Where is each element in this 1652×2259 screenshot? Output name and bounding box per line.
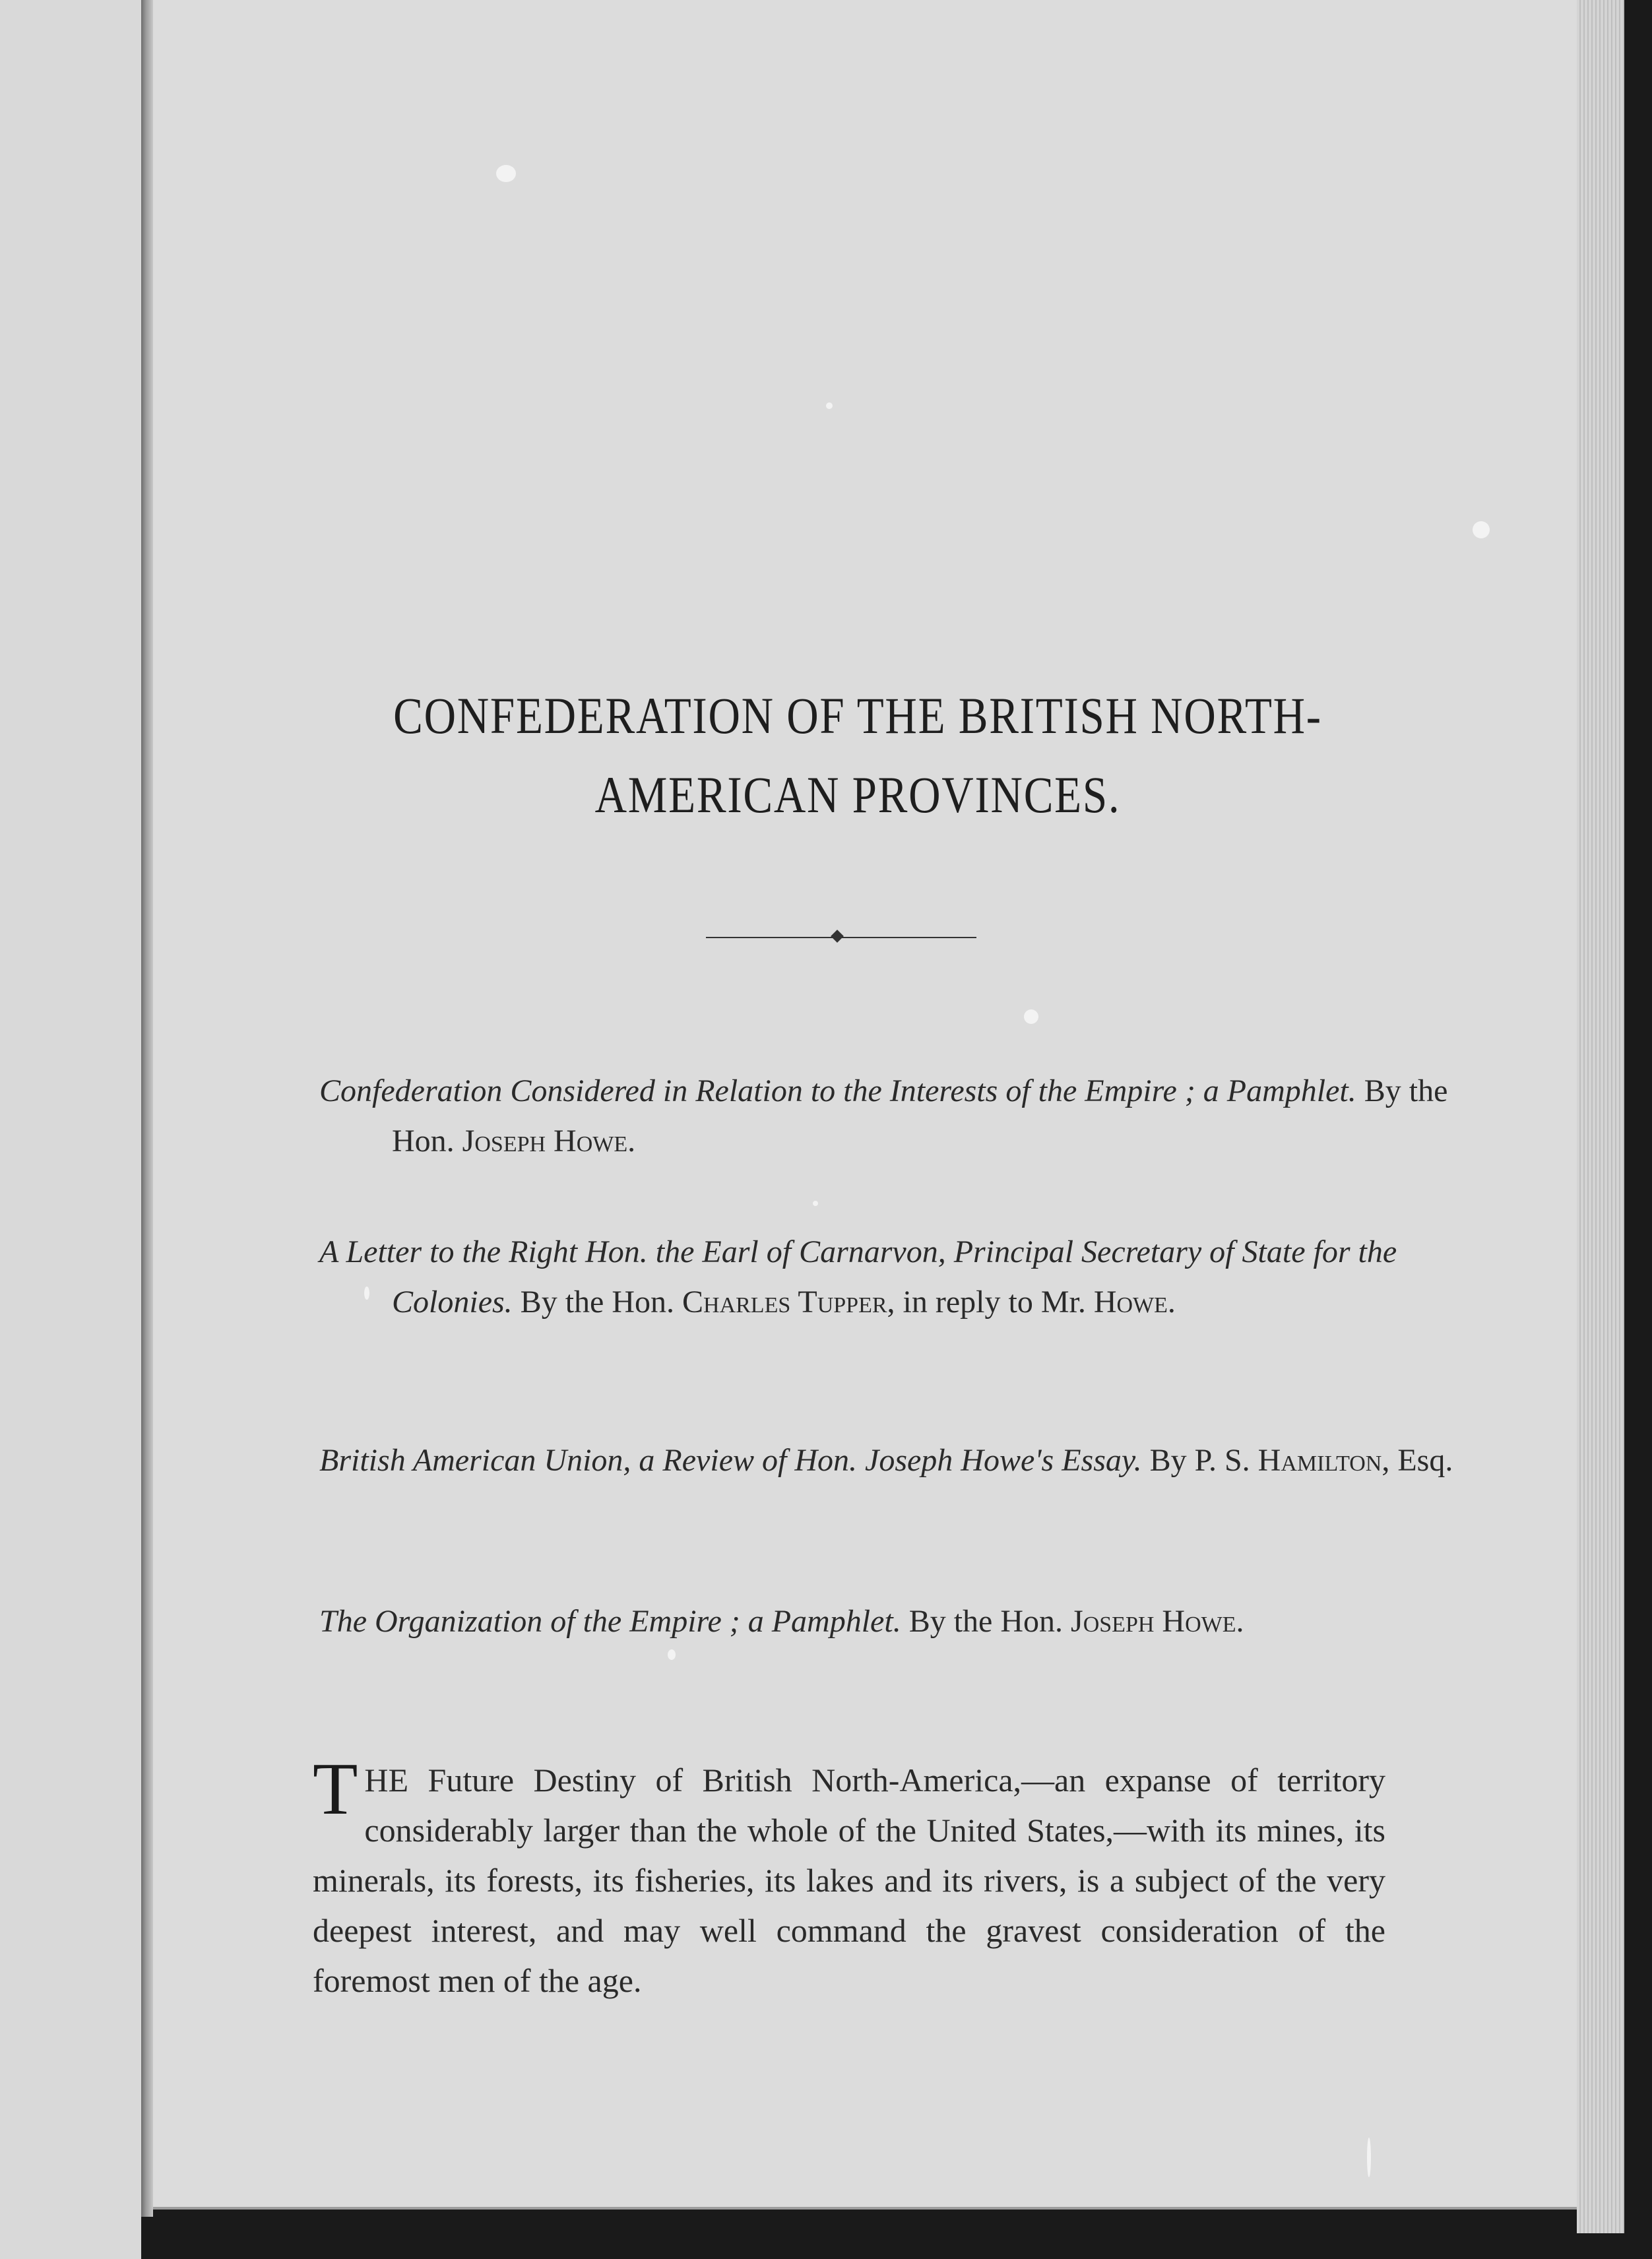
first-word-small-caps: HE bbox=[364, 1762, 409, 1798]
opening-paragraph bbox=[313, 1748, 1385, 2006]
entry-title: The Organization of the Empire ; a Pamphlet. bbox=[319, 1604, 901, 1639]
entry-author: Hamilton bbox=[1257, 1443, 1382, 1478]
reference-entry bbox=[319, 1066, 1454, 1166]
page-title-line-1: CONFEDERATION OF THE BRITISH NORTH- bbox=[393, 687, 1322, 744]
entry-byline-suffix: . bbox=[1236, 1604, 1244, 1639]
page-edges bbox=[1577, 0, 1624, 2233]
entry-author: Charles Tupper bbox=[682, 1285, 887, 1320]
reference-entry bbox=[319, 1436, 1454, 1486]
book-gutter bbox=[141, 0, 153, 2217]
entry-byline-prefix: By the Hon. bbox=[520, 1285, 674, 1320]
entry-byline-prefix: By the Hon. bbox=[908, 1604, 1064, 1639]
reference-entry bbox=[319, 1597, 1454, 1647]
entry-byline-suffix: , Esq. bbox=[1382, 1443, 1453, 1478]
page-title-line-2: AMERICAN PROVINCES. bbox=[594, 766, 1121, 823]
paper-speck bbox=[1367, 2138, 1371, 2177]
entry-byline-suffix: . bbox=[627, 1124, 636, 1159]
paper-speck bbox=[668, 1649, 676, 1660]
paper-speck bbox=[826, 402, 833, 409]
paragraph-text: Future Destiny of British North-America,—an expanse of territory considerably larger than the whole of the United States,—with its mines, its minerals, its forests, its fisheries, its lakes and its rivers, is a subject of the very deepest interest, and may well command the gravest consideration of the foremost men of the age. bbox=[313, 1762, 1385, 1999]
paper-speck bbox=[1473, 521, 1490, 538]
entry-byline-prefix: By the Hon. bbox=[392, 1073, 1448, 1159]
entry-byline-prefix: By P. S. bbox=[1149, 1443, 1250, 1478]
entry-author-secondary: Howe bbox=[1093, 1285, 1168, 1320]
paper-speck bbox=[1024, 1009, 1038, 1024]
paper-speck bbox=[496, 165, 516, 182]
entry-author: Joseph Howe bbox=[462, 1124, 628, 1159]
entry-title: British American Union, a Review of Hon. Joseph Howe's Essay. bbox=[319, 1443, 1142, 1478]
entry-byline-suffix: , in reply to Mr. bbox=[887, 1285, 1086, 1320]
entry-byline-end: . bbox=[1167, 1285, 1176, 1320]
left-page-margin bbox=[0, 0, 141, 2259]
drop-cap: T bbox=[313, 1748, 358, 1830]
paper-speck bbox=[813, 1201, 818, 1206]
entry-title: A Letter to the Right Hon. the Earl of Carnarvon, Principal Secretary of State for the Colonies. bbox=[319, 1234, 1397, 1320]
entry-author: Joseph Howe bbox=[1071, 1604, 1236, 1639]
entry-title: Confederation Considered in Relation to the Interests of the Empire ; a Pamphlet. bbox=[319, 1073, 1356, 1108]
reference-entry bbox=[319, 1227, 1454, 1327]
